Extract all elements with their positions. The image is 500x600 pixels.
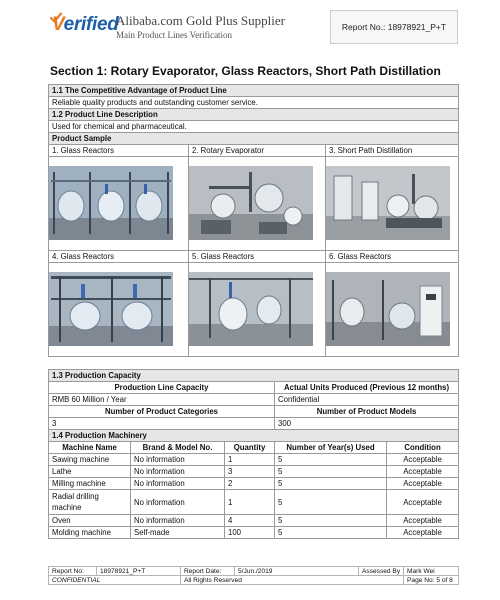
machine-years: 5 [275, 478, 387, 490]
table-row [49, 454, 459, 466]
table-row [49, 478, 459, 490]
machine-years: 5 [275, 490, 387, 515]
footer-date: 5/Jun./2019 [235, 567, 359, 576]
machine-quantity: 2 [225, 478, 275, 490]
machine-name: Radial drilling machine [49, 490, 131, 515]
machine-quantity: 3 [225, 466, 275, 478]
machine-quantity: 1 [225, 454, 275, 466]
machine-condition: Acceptable [387, 478, 459, 490]
sample-label: 4. Glass Reactors [49, 251, 189, 263]
sample-photo-cell [189, 157, 326, 251]
footer-page: Page No: 5 of 8 [404, 576, 459, 585]
machine-quantity: 100 [225, 527, 275, 539]
capacity-heading: 1.3 Production Capacity [49, 370, 459, 382]
capacity-col-header: Number of Product Categories [49, 406, 275, 418]
machine-name: Oven [49, 515, 131, 527]
sample-label: 3. Short Path Distillation [326, 145, 459, 157]
report-header [0, 0, 500, 56]
machine-quantity: 1 [225, 490, 275, 515]
machinery-col-header: Quantity [225, 442, 275, 454]
machine-years: 5 [275, 527, 387, 539]
machine-name: Lathe [49, 466, 131, 478]
supplier-subtitle: Main Product Lines Verification [116, 30, 233, 40]
report-number-box: Report No.: 18978921_P+T [330, 10, 458, 44]
footer-report-label: Report No: [49, 567, 97, 576]
product-line-table [48, 84, 459, 357]
samples-heading: Product Sample [49, 133, 459, 145]
machine-condition: Acceptable [387, 454, 459, 466]
machinery-col-header: Condition [387, 442, 459, 454]
capacity-value: 3 [49, 418, 275, 430]
capacity-value: 300 [275, 418, 459, 430]
footer-assessor: Mark Wei [404, 567, 459, 576]
sample-label: 5. Glass Reactors [189, 251, 326, 263]
glass-reactors-photo [49, 272, 173, 346]
machine-years: 5 [275, 515, 387, 527]
machine-years: 5 [275, 454, 387, 466]
table-row [49, 466, 459, 478]
machine-name: Milling machine [49, 478, 131, 490]
advantage-text: Reliable quality products and outstanding customer service. [49, 97, 459, 109]
machine-name: Sawing machine [49, 454, 131, 466]
machine-condition: Acceptable [387, 466, 459, 478]
machine-condition: Acceptable [387, 527, 459, 539]
description-heading: 1.2 Product Line Description [49, 109, 459, 121]
table-row [49, 490, 459, 515]
sample-label: 2. Rotary Evaporator [189, 145, 326, 157]
sample-photo-cell [49, 263, 189, 357]
capacity-machinery-table [48, 369, 459, 539]
supplier-title: Alibaba.com Gold Plus Supplier [116, 13, 285, 28]
machine-years: 5 [275, 466, 387, 478]
report-footer [48, 566, 459, 585]
machinery-col-header: Machine Name [49, 442, 131, 454]
machine-brand: No information [131, 515, 225, 527]
footer-report-no: 18978921_P+T [97, 567, 181, 576]
description-text: Used for chemical and pharmaceutical. [49, 121, 459, 133]
glass-reactors-photo [189, 272, 313, 346]
footer-assessed-label: Assessed By [359, 567, 404, 576]
sample-photo-cell [189, 263, 326, 357]
rotary-evaporator-photo [189, 166, 313, 240]
sample-photo-cell [326, 263, 459, 357]
machine-brand: Self-made [131, 527, 225, 539]
footer-date-label: Report Date: [181, 567, 235, 576]
machine-name: Molding machine [49, 527, 131, 539]
machinery-col-header: Brand & Model No. [131, 442, 225, 454]
machine-condition: Acceptable [387, 515, 459, 527]
capacity-value: Confidential [275, 394, 459, 406]
capacity-col-header: Actual Units Produced (Previous 12 months) [275, 382, 459, 394]
sample-label: 6. Glass Reactors [326, 251, 459, 263]
glass-reactors-photo [326, 272, 450, 346]
glass-reactors-photo [49, 166, 173, 240]
table-row [49, 515, 459, 527]
machine-brand: No information [131, 466, 225, 478]
capacity-value: RMB 60 Million / Year [49, 394, 275, 406]
footer-rights: All Rights Reserved [181, 576, 404, 585]
machine-brand: No information [131, 490, 225, 515]
verified-logo: Verified [52, 14, 119, 35]
machine-condition: Acceptable [387, 490, 459, 515]
footer-confidential: CONFIDENTIAL [49, 576, 181, 585]
section-title: Section 1: Rotary Evaporator, Glass Reactors, Short Path Distillation [50, 64, 441, 78]
machinery-heading: 1.4 Production Machinery [49, 430, 459, 442]
short-path-distillation-photo [326, 166, 450, 240]
sample-photo-cell [326, 157, 459, 251]
machine-brand: No information [131, 478, 225, 490]
sample-photo-cell [49, 157, 189, 251]
table-row [49, 527, 459, 539]
advantage-heading: 1.1 The Competitive Advantage of Product Line [49, 85, 459, 97]
sample-label: 1. Glass Reactors [49, 145, 189, 157]
capacity-col-header: Number of Product Models [275, 406, 459, 418]
machine-brand: No information [131, 454, 225, 466]
capacity-col-header: Production Line Capacity [49, 382, 275, 394]
machinery-col-header: Number of Year(s) Used [275, 442, 387, 454]
machine-quantity: 4 [225, 515, 275, 527]
